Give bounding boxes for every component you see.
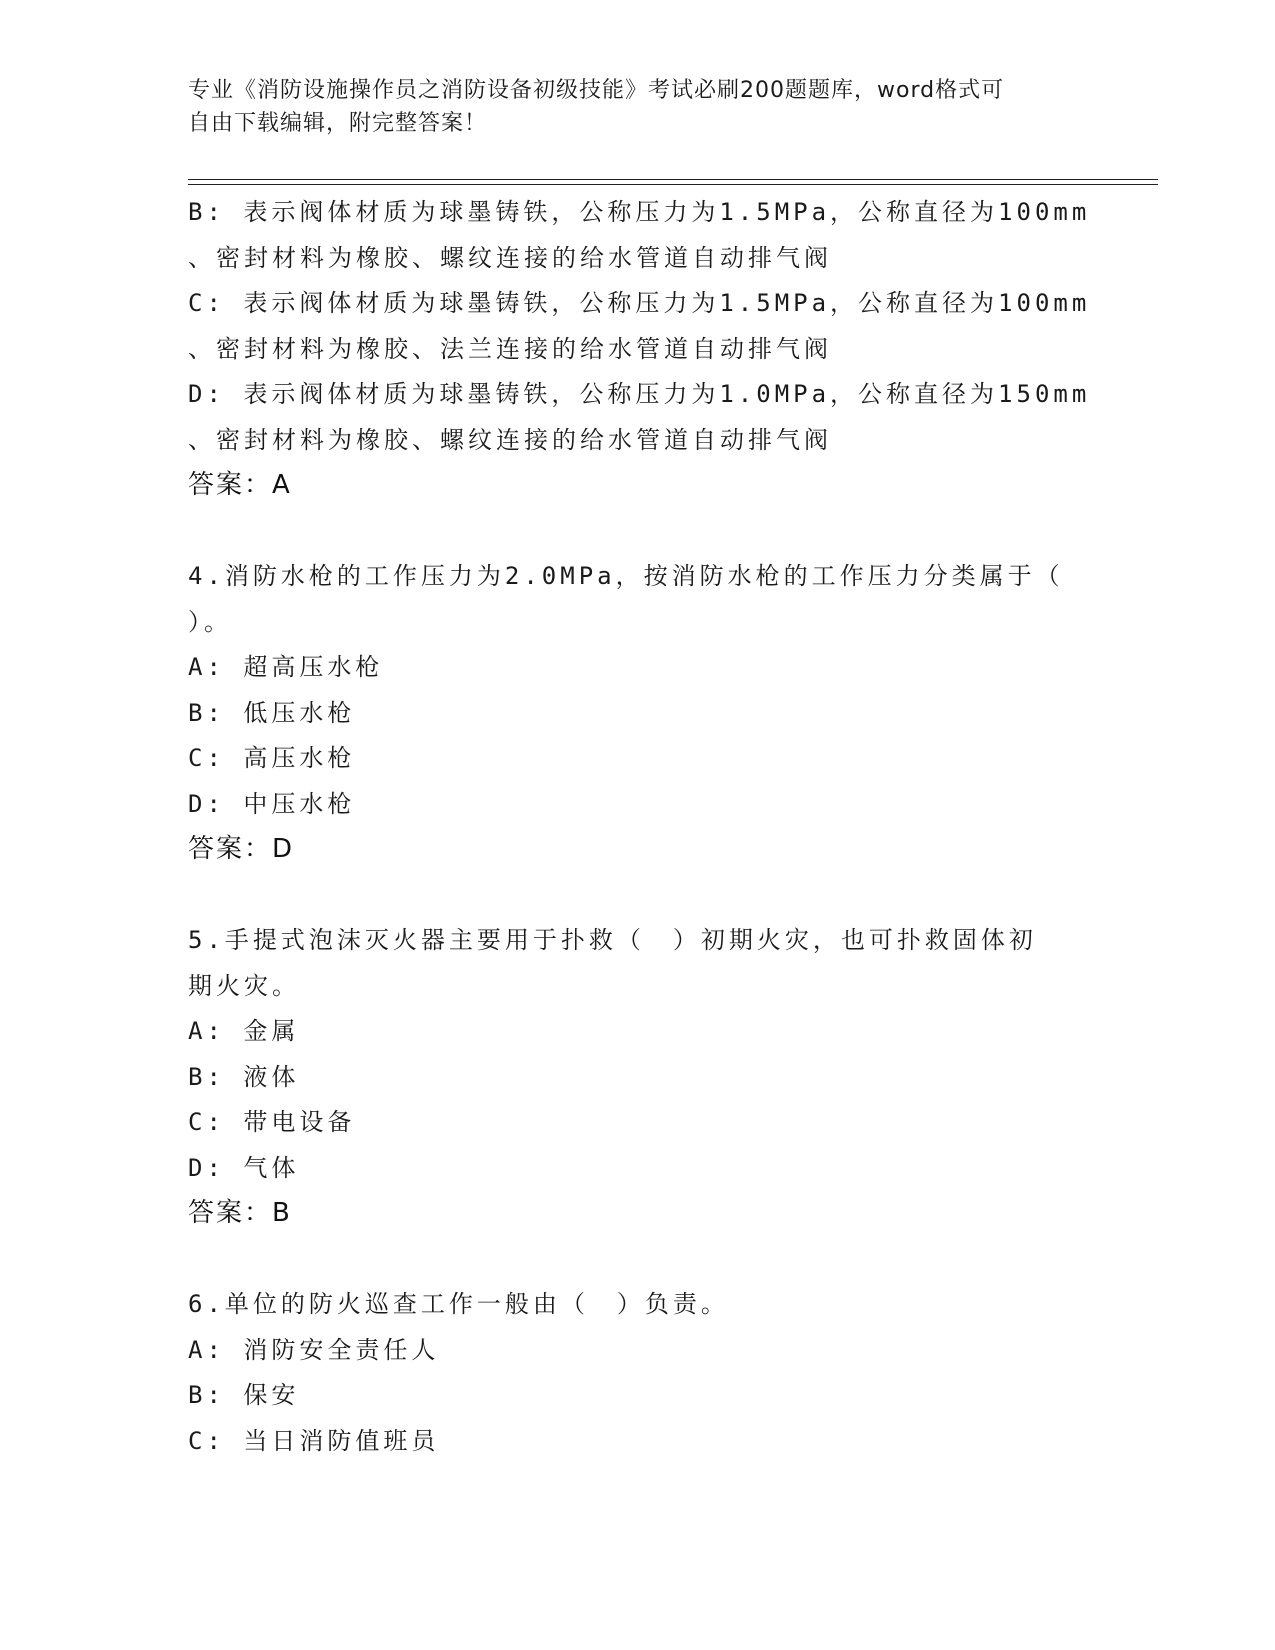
q6-option-a: A: 消防安全责任人 xyxy=(188,1335,440,1364)
q3-option-b-line-2: 、密封材料为橡胶、螺纹连接的给水管道自动排气阀 xyxy=(188,243,832,272)
question-6 xyxy=(188,1282,1148,1464)
q5-stem-line-1: 5.手提式泡沫灭火器主要用于扑救（ ）初期火灾，也可扑救固体初 xyxy=(188,926,1037,954)
q5-answer: 答案：B xyxy=(188,1198,292,1228)
q3-option-d-line-2: 、密封材料为橡胶、螺纹连接的给水管道自动排气阀 xyxy=(188,425,832,454)
q6-option-c: C: 当日消防值班员 xyxy=(188,1426,440,1455)
spacer xyxy=(188,873,1148,919)
header-line-1: 专业《消防设施操作员之消防设备初级技能》考试必刷200题题库，word格式可 xyxy=(188,78,1005,103)
q6-option-b: B: 保安 xyxy=(188,1381,300,1409)
q4-option-d: D: 中压水枪 xyxy=(188,789,356,818)
spacer xyxy=(188,509,1148,555)
q4-option-a: A: 超高压水枪 xyxy=(188,653,384,681)
q3-answer: 答案：A xyxy=(188,470,292,500)
q3-option-d-line-1: D: 表示阀体材质为球墨铸铁，公称压力为1.0MPa，公称直径为150mm xyxy=(188,380,1091,408)
q6-stem-line-1: 6.单位的防火巡查工作一般由（ ）负责。 xyxy=(188,1290,729,1318)
q3-option-c-line-2: 、密封材料为橡胶、法兰连接的给水管道自动排气阀 xyxy=(188,334,832,363)
q5-option-a: A: 金属 xyxy=(188,1017,300,1045)
document-header xyxy=(188,74,1088,140)
question-5 xyxy=(188,918,1148,1237)
q5-option-c: C: 带电设备 xyxy=(188,1108,356,1136)
question-body xyxy=(188,190,1148,1464)
q5-stem-line-2: 期火灾。 xyxy=(188,971,300,1000)
q3-option-b-line-1: B: 表示阀体材质为球墨铸铁，公称压力为1.5MPa，公称直径为100mm xyxy=(188,198,1091,226)
question-3-options xyxy=(188,190,1148,509)
q5-option-d: D: 气体 xyxy=(188,1153,300,1182)
question-4 xyxy=(188,554,1148,873)
header-line-2: 自由下载编辑，附完整答案！ xyxy=(188,111,488,136)
q4-option-c: C: 高压水枪 xyxy=(188,744,356,772)
q5-option-b: B: 液体 xyxy=(188,1062,300,1091)
spacer xyxy=(188,1237,1148,1283)
q3-option-c-line-1: C: 表示阀体材质为球墨铸铁，公称压力为1.5MPa，公称直径为100mm xyxy=(188,289,1091,317)
q4-option-b: B: 低压水枪 xyxy=(188,698,356,727)
q4-stem-line-2: ）。 xyxy=(188,607,232,636)
q4-stem-line-1: 4.消防水枪的工作压力为2.0MPa，按消防水枪的工作压力分类属于（ xyxy=(188,562,1064,590)
header-divider-bottom xyxy=(188,184,1158,185)
q4-answer: 答案：D xyxy=(188,834,295,864)
header-divider-top xyxy=(188,179,1158,180)
